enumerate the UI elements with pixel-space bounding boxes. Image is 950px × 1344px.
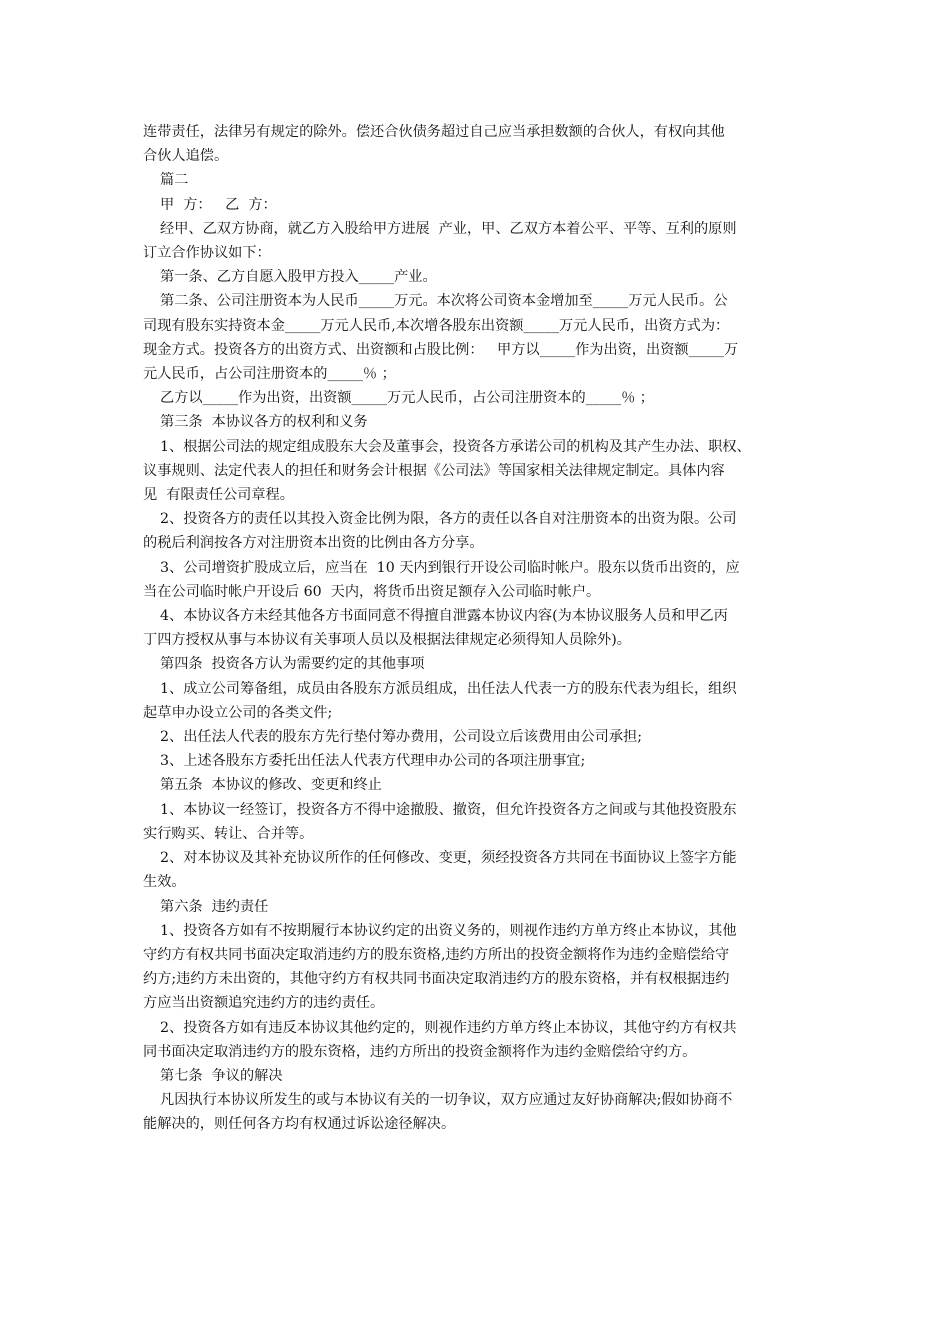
paragraph [143,265,815,289]
text-line: 1、根据公司法的规定组成股东大会及董事会，投资各方承诺公司的机构及其产生办法、职权、 [160,438,751,455]
paragraph [143,919,815,1016]
text-line: 凡因执行本协议所发生的或与本协议有关的一切争议，双方应通过友好协商解决;假如协商不 [160,1092,733,1109]
paragraph [143,773,815,797]
text-line: 的税后利润按各方对注册资本出资的比例由各方分享。 [143,535,484,552]
text-line: 1、投资各方如有不按期履行本协议约定的出资义务的，则视作违约方单方终止本协议，其他 [160,922,737,939]
paragraph [143,677,815,725]
text-line: 经甲、乙双方协商，就乙方入股给甲方进展 产业，甲、乙双方本着公平、平等、互利的原则 [160,220,737,237]
text-line: 3、上述各股东方委托出任法人代表方代理申办公司的各项注册事宜; [160,753,586,770]
text-line: 乙方以_____作为出资，出资额_____万元人民币，占公司注册资本的_____％ ； [160,390,654,407]
text-line: 1、本协议一经签订，投资各方不得中途撤股、撤资，但允许投资各方之间或与其他投资股东 [160,801,737,818]
text-line: 1、成立公司筹备组，成员由各股东方派员组成，出任法人代表一方的股东代表为组长，组织 [160,680,737,697]
paragraph [143,652,815,676]
text-line: 合伙人追偿。 [143,148,229,165]
paragraph [143,217,815,265]
paragraph [143,120,815,168]
text-line: 第四条 投资各方认为需要约定的其他事项 [160,656,425,673]
text-line: 篇二 [160,172,189,189]
text-line: 当在公司临时帐户开设后 60 天内，将货币出资足额存入公司临时帐户。 [143,583,601,600]
text-line: 第三条 本协议各方的权利和义务 [160,414,368,431]
text-line: 3、公司增资扩股成立后，应当在 10 天内到银行开设公司临时帐户。股东以货币出资的，应 [160,559,740,576]
text-line: 2、出任法人代表的股东方先行垫付筹办费用，公司设立后该费用由公司承担; [160,729,642,746]
paragraph [143,895,815,919]
text-line: 同书面决定取消违约方的股东资格，违约方所出的投资金额将作为违约金赔偿给守约方。 [143,1043,697,1060]
text-line: 2、对本协议及其补充协议所作的任何修改、变更，须经投资各方共同在书面协议上签字方能 [160,850,737,867]
text-line: 第二条、公司注册资本为人民币_____万元。本次将公司资本金增加至_____万元人民币。公 [160,293,728,310]
text-line: 生效。 [143,874,186,891]
text-line: 丁四方授权从事与本协议有关事项人员以及根据法律规定必须得知人员除外)。 [143,632,631,649]
paragraph [143,1088,815,1136]
text-line: 司现有股东实持资本金_____万元人民币,本次增各股东出资额_____万元人民币，出资方式为： [143,317,730,334]
text-line: 2、投资各方如有违反本协议其他约定的，则视作违约方单方终止本协议，其他守约方有权共 [160,1019,737,1036]
paragraph [143,556,815,604]
text-line: 约方;违约方未出资的，其他守约方有权共同书面决定取消违约方的股东资格，并有权根据违约 [143,971,730,988]
text-line: 守约方有权共同书面决定取消违约方的股东资格,违约方所出的投资金额将作为违约金赔偿给守 [143,946,730,963]
paragraph [143,386,815,410]
paragraph [143,1016,815,1064]
paragraph [143,435,815,508]
text-line: 见 有限责任公司章程。 [143,487,294,504]
text-line: 连带责任，法律另有规定的除外。偿还合伙债务超过自己应当承担数额的合伙人，有权向其他 [143,124,725,140]
text-line: 议事规则、法定代表人的担任和财务会计根据《公司法》等国家相关法律规定制定。具体内容 [143,462,725,479]
paragraph [143,1064,815,1088]
text-line: 方应当出资额追究违约方的违约责任。 [143,995,385,1012]
paragraph [143,846,815,894]
text-line: 订立合作协议如下： [143,245,271,262]
document-page [143,120,815,1137]
paragraph [143,507,815,555]
text-line: 2、投资各方的责任以其投入资金比例为限，各方的责任以各自对注册资本的出资为限。公司 [160,511,737,528]
text-line: 甲 方： 乙 方： [160,196,277,213]
text-line: 第七条 争议的解决 [160,1067,283,1084]
paragraph [143,725,815,749]
paragraph [143,604,815,652]
paragraph [143,193,815,217]
paragraph [143,289,815,386]
paragraph [143,749,815,773]
text-line: 现金方式。投资各方的出资方式、出资额和占股比例： 甲方以_____作为出资，出资额_____万 [143,341,739,358]
text-line: 能解决的，则任何各方均有权通过诉讼途径解决。 [143,1116,456,1133]
paragraph [143,798,815,846]
text-line: 元人民币，占公司注册资本的_____％ ； [143,366,396,383]
text-line: 第五条 本协议的修改、变更和终止 [160,777,382,794]
text-line: 起草申办设立公司的各类文件; [143,704,333,721]
text-line: 第一条、乙方自愿入股甲方投入_____产业。 [160,269,437,286]
text-line: 第六条 违约责任 [160,898,269,915]
text-line: 实行购买、转让、合并等。 [143,825,314,842]
paragraph [143,168,815,192]
paragraph [143,410,815,434]
text-line: 4、本协议各方未经其他各方书面同意不得擅自泄露本协议内容(为本协议服务人员和甲乙丙 [160,608,728,625]
